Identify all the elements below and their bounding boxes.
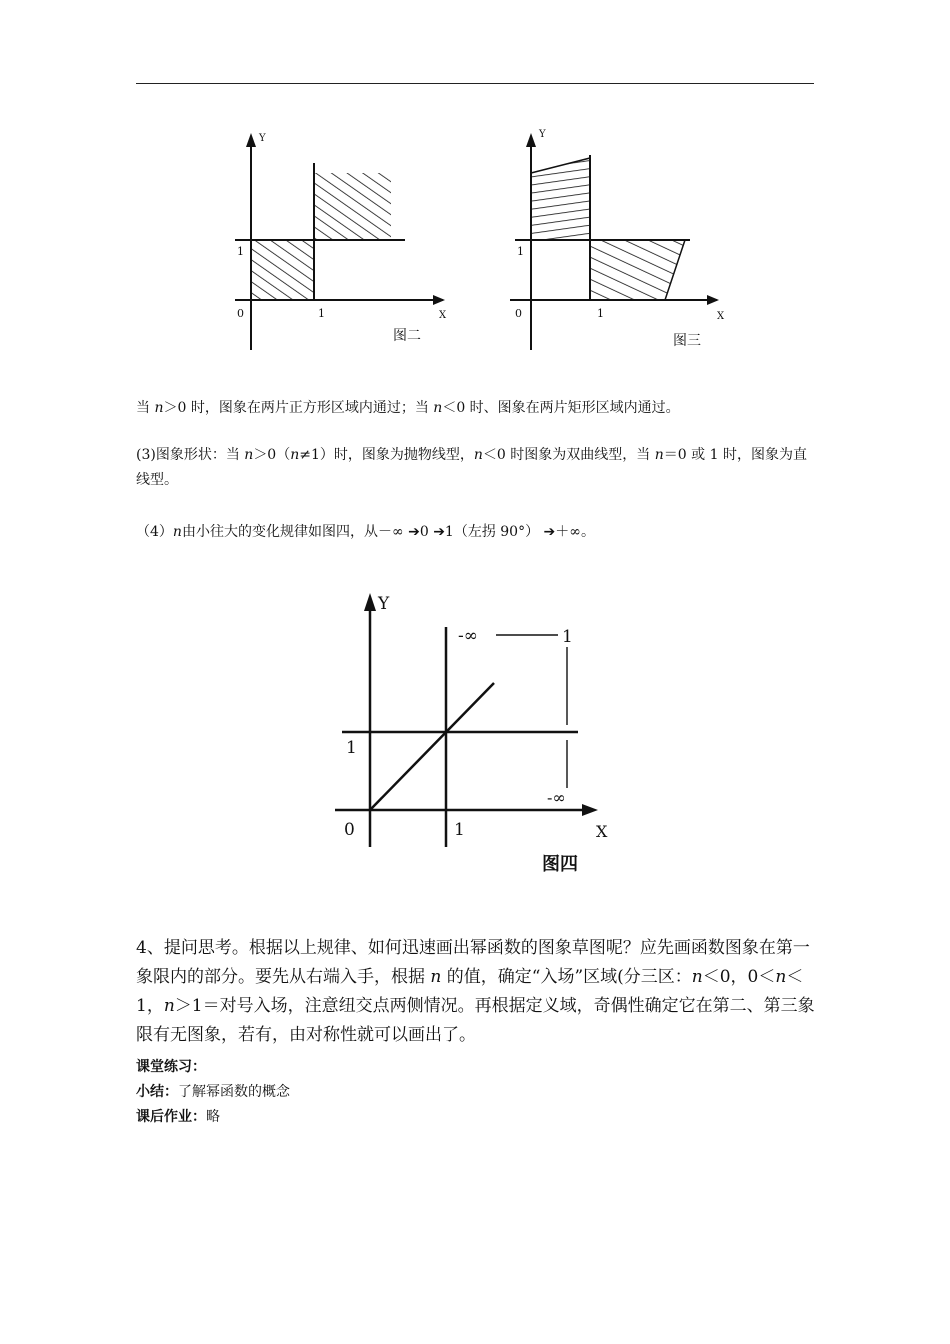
- neg-inf-top-label: -∞: [458, 626, 478, 646]
- tick-1-y: 1: [237, 245, 244, 258]
- practice-heading: 课堂练习：: [136, 1059, 206, 1075]
- figure-3: [495, 125, 735, 360]
- neg-inf-right-label: -∞: [547, 788, 566, 807]
- paragraph-3-shape: (3)图象形状：当 n＞0（n≠1）时，图象为抛物线型，n＜0 时图象为双曲线型，当 n＝0 或 1 时，图象为直线型。: [136, 447, 807, 488]
- shaded-region-right: [590, 240, 685, 300]
- origin-label: 0: [344, 820, 355, 840]
- figure-2: [215, 125, 460, 355]
- arrow-right-icon: ➔: [433, 524, 445, 540]
- paragraph-4-question: 4、提问思考。根据以上规律、如何迅速画出幂函数的图象草图呢？应先画函数图象在第一象限内的部分。要先从右端入手，根据 n 的值，确定“入场”区域(分三区：n＜0，0＜n＜1，n＞1＝对号入场，注意纽交点两侧情况。再根据定义域，奇偶性确定它在第二、第三象限有无图象，若有，由对称性就可以画出了。: [136, 938, 815, 1045]
- tick-1-x: 1: [597, 307, 604, 320]
- figure-caption: 图四: [542, 854, 578, 875]
- x-axis-label: X: [717, 311, 725, 322]
- tick-1-x: 1: [454, 820, 465, 840]
- x-axis-label: X: [439, 310, 447, 321]
- arrow-right-icon: ➔: [408, 524, 420, 540]
- figure-4: [320, 585, 630, 885]
- shaded-square-upper: [314, 173, 391, 240]
- homework-line: 课后作业：略: [136, 1109, 220, 1125]
- origin-label: 0: [515, 307, 522, 320]
- figure-caption: 图二: [393, 328, 421, 344]
- paragraph-n-regions: 当 n＞0 时，图象在两片正方形区域内通过；当 n＜0 时、图象在两片矩形区域内通过。: [136, 400, 680, 416]
- paragraph-4-pattern: （4）n由小往大的变化规律如图四，从－∞ ➔0 ➔1（左拐 90°） ➔＋∞。: [136, 520, 816, 545]
- figure-caption: 图三: [673, 333, 701, 349]
- tick-1-y: 1: [517, 245, 524, 258]
- summary-line: 小结：了解幂函数的概念: [136, 1084, 290, 1100]
- y-axis-label: Y: [259, 133, 266, 144]
- one-top-label: 1: [562, 627, 573, 647]
- line-y-equals-x: [370, 683, 494, 810]
- y-axis-label: Y: [378, 594, 390, 614]
- arrow-right-icon: ➔: [543, 524, 556, 540]
- header-rule: [136, 83, 814, 84]
- x-axis-label: X: [596, 822, 608, 841]
- y-axis-label: Y: [539, 129, 546, 140]
- shaded-region-upper: [531, 158, 590, 240]
- tick-1-y: 1: [346, 738, 357, 758]
- tick-1-x: 1: [318, 307, 325, 320]
- shaded-square-lower: [251, 240, 314, 300]
- origin-label: 0: [237, 307, 244, 320]
